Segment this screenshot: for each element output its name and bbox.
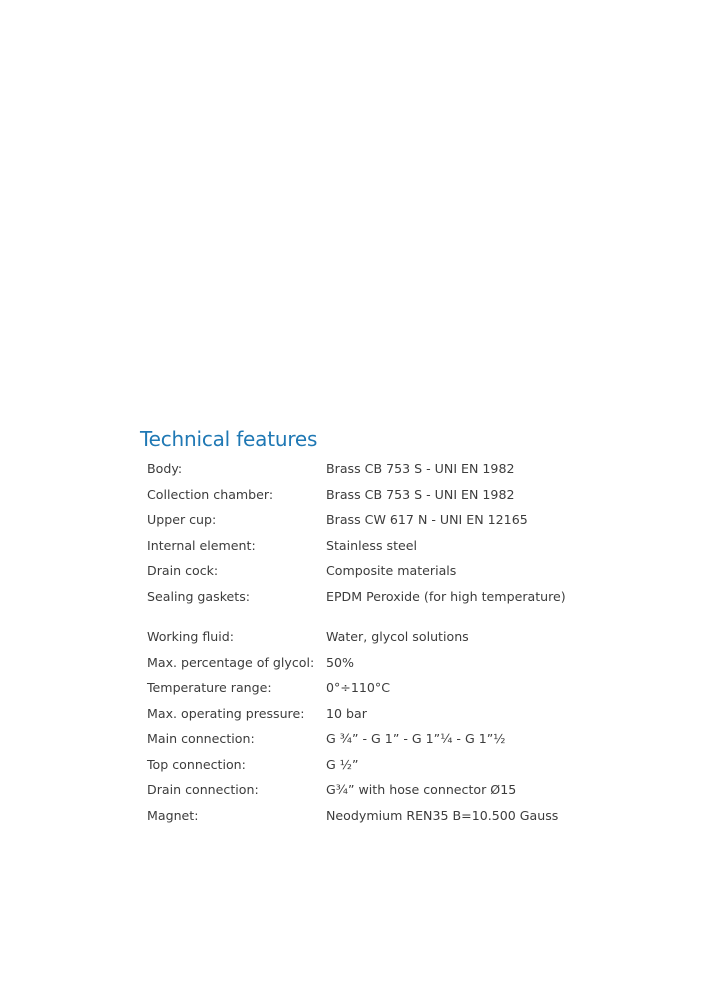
spec-label: Collection chamber: <box>147 486 274 502</box>
spec-row-sealing-gaskets <box>147 584 667 610</box>
spec-label: Temperature range: <box>147 680 272 696</box>
spec-row-collection-chamber <box>147 482 667 508</box>
spec-value: G ½” <box>326 756 359 772</box>
spec-value: G ¾” - G 1” - G 1”¼ - G 1”½ <box>326 731 506 747</box>
spec-row-working-fluid <box>147 624 667 650</box>
section-title: Technical features <box>140 427 318 452</box>
spec-label: Working fluid: <box>147 629 235 645</box>
spec-label: Sealing gaskets: <box>147 588 251 604</box>
spec-row-temperature-range <box>147 675 667 701</box>
spec-row-top-connection <box>147 752 667 778</box>
spec-label: Internal element: <box>147 537 256 553</box>
spec-value: G¾” with hose connector Ø15 <box>326 782 517 798</box>
spec-label: Body: <box>147 461 183 477</box>
spec-row-body <box>147 456 667 482</box>
spec-label: Drain connection: <box>147 782 259 798</box>
spec-row-drain-cock <box>147 558 667 584</box>
spec-row-magnet <box>147 803 667 829</box>
spec-label: Upper cup: <box>147 512 217 528</box>
performance-spec-list <box>147 624 667 828</box>
spec-value: 10 bar <box>326 705 367 721</box>
spec-label: Drain cock: <box>147 563 219 579</box>
spec-value: Brass CW 617 N - UNI EN 12165 <box>326 512 528 528</box>
spec-label: Magnet: <box>147 807 199 823</box>
spec-label: Main connection: <box>147 731 255 747</box>
spec-label: Max. operating pressure: <box>147 705 305 721</box>
spec-label: Top connection: <box>147 756 246 772</box>
spec-label: Max. percentage of glycol: <box>147 654 315 670</box>
spec-value: Brass CB 753 S - UNI EN 1982 <box>326 486 515 502</box>
spec-row-glycol-percentage <box>147 650 667 676</box>
spec-row-operating-pressure <box>147 701 667 727</box>
spec-value: 0°÷110°C <box>326 680 390 696</box>
spec-value: Brass CB 753 S - UNI EN 1982 <box>326 461 515 477</box>
spec-value: Neodymium REN35 B=10.500 Gauss <box>326 807 559 823</box>
spec-value: Stainless steel <box>326 537 417 553</box>
materials-spec-list <box>147 456 667 609</box>
spec-value: Water, glycol solutions <box>326 629 469 645</box>
spec-value: EPDM Peroxide (for high temperature) <box>326 588 566 604</box>
spec-row-internal-element <box>147 533 667 559</box>
spec-row-drain-connection <box>147 777 667 803</box>
spec-row-main-connection <box>147 726 667 752</box>
spec-value: Composite materials <box>326 563 457 579</box>
spec-row-upper-cup <box>147 507 667 533</box>
spec-value: 50% <box>326 654 354 670</box>
